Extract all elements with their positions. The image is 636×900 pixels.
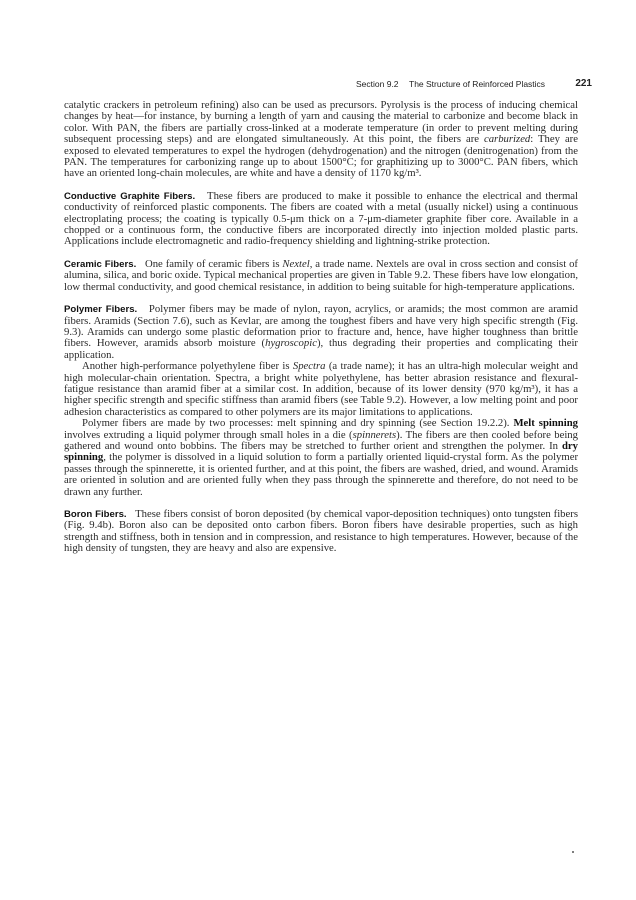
intro-emphasis: carburized — [483, 133, 531, 146]
polymer-p1-end: ), thus degrading their properties and complicating their application. — [64, 337, 578, 361]
polymer-p2-a: Another high-performance polyethylene fiber is — [82, 360, 293, 373]
heading-conductive-graphite: Conductive Graphite Fibers. — [64, 190, 196, 202]
heading-boron: Boron Fibers. — [64, 509, 127, 520]
intro-text-1: catalytic crackers in petroleum refining) also can be used as precursors. Pyrolysis is the process of inducing chemical changes by heat—for instance, by burning a length of yarn and causing the material to carbonize and become black in color. With PAN, the fibers are partially cross-linked at a moderate temperature (in order to prevent melting during subsequent processing steps) and are elongated simultaneously. At this point, the fibers are — [64, 99, 578, 146]
section-polymer — [64, 304, 578, 498]
ceramic-text-2: , a trade name. Nextels are oval in cross section and consist of alumina, silica, and boric oxide. Typical mechanical properties are given in Table 9.2. These fibers have low elongation, low thermal conductivity, and good chemical resistance, in addition to being suitable for high-temperature applications. — [64, 257, 578, 293]
polymer-p1-text: Polymer fibers may be made of nylon, rayon, acrylics, or aramids; the most common are aramid fibers. Aramids (Section 7.6), such as Kevlar, are among the toughest fibers and have very high specific strength (Fig. 9.3). Aramids can undergo some plastic deformation prior to fracture and, hence, have higher toughness than brittle fibers. However, aramids absorb moisture ( — [64, 303, 579, 350]
polymer-p2-b: (a trade name); it has an ultra-high molecular weight and high molecular-chain orientation. Spectra, a bright white polyethylene, has better abrasion resistance and flexural-fatigue resistance than aramid fiber at a similar cost. In addition, because of its lower density (970 kg/m³), it has a higher specific strength and specific stiffness than aramid fibers (see Table 9.2). However, a low melting point and poor adhesion characteristics as compared to other polymers are its major limitations to applications. — [64, 360, 578, 418]
term-dry-spinning: dry spinning — [64, 439, 578, 464]
intro-paragraph — [64, 100, 578, 180]
ceramic-text-1: One family of ceramic fibers is — [145, 257, 283, 270]
polymer-p3-c: ). The fibers are then cooled before being gathered and wound onto bobbins. The fibers may be stretched to further orient and strengthen the polymer. In — [64, 428, 578, 452]
polymer-p2-emphasis: Spectra — [292, 360, 326, 373]
polymer-p3-d: , the polymer is dissolved in a liquid solution to form a partially oriented liquid-crystal form. As the polymer passes through the spinnerette, it is oriented further, and at this point, the fibers are washed, dried, and wound. Aramids are oriented in solution and are oriented fully when they pass through the spinnerette and therefore, do not need to be drawn any further. — [64, 451, 578, 498]
stray-mark — [572, 851, 574, 853]
page-number: 221 — [575, 78, 592, 89]
body-text — [64, 100, 578, 555]
polymer-p3-b: involves extruding a liquid polymer through small holes in a die ( — [64, 428, 353, 441]
section-ceramic — [64, 259, 578, 293]
polymer-p3-a: Polymer fibers are made by two processes: melt spinning and dry spinning (see Section 19.2.2). — [82, 417, 514, 430]
intro-text-2: : They are exposed to elevated temperatures to expel the hydrogen (dehydrogenation) and the nitrogen (denitrogenation) from the PAN. The temperatures for carbonizing range up to about 1500°C; for graphitizing up to 3000°C. PAN fibers, which have an oriented long-chain molecules, are white and have a density of 1170 kg/m³. — [64, 133, 578, 180]
section-conductive-graphite — [64, 191, 578, 248]
section-boron — [64, 509, 578, 555]
conductive-text: These fibers are produced to make it possible to enhance the electrical and thermal conductivity of reinforced plastic components. The fibers are coated with a metal (usually nickel) using a continuous electroplating process; the coating is typically 0.5-μm thick on a 7-μm-diameter graphite fiber core. Available in a chopped or a continuous form, the conductive fibers are incorporated directly into injection molded plastic parts. Applications include electromagnetic and radio-frequency shielding and lightning-strike protection. — [64, 189, 578, 248]
boron-text: These fibers consist of boron deposited (by chemical vapor-deposition techniques) onto tungsten fibers (Fig. 9.4b). Boron also can be deposited onto carbon fibers. Boron fibers have desirable properties, such as high strength and stiffness, both in tension and in compression, and resistance to high temperatures. However, because of the high density of tungsten, they are heavy and also are expensive. — [64, 508, 578, 555]
polymer-p3-emphasis: spinnerets — [352, 428, 397, 441]
ceramic-emphasis: Nextel — [282, 257, 310, 270]
header-chapter-title: The Structure of Reinforced Plastics — [409, 79, 546, 89]
term-melt-spinning: Melt spinning — [513, 417, 578, 430]
running-header — [300, 79, 592, 93]
header-section-label: Section 9.2 — [356, 79, 399, 89]
polymer-p1-emphasis: hygroscopic — [265, 337, 317, 350]
heading-polymer: Polymer Fibers. — [64, 304, 138, 316]
heading-ceramic: Ceramic Fibers. — [64, 258, 137, 270]
